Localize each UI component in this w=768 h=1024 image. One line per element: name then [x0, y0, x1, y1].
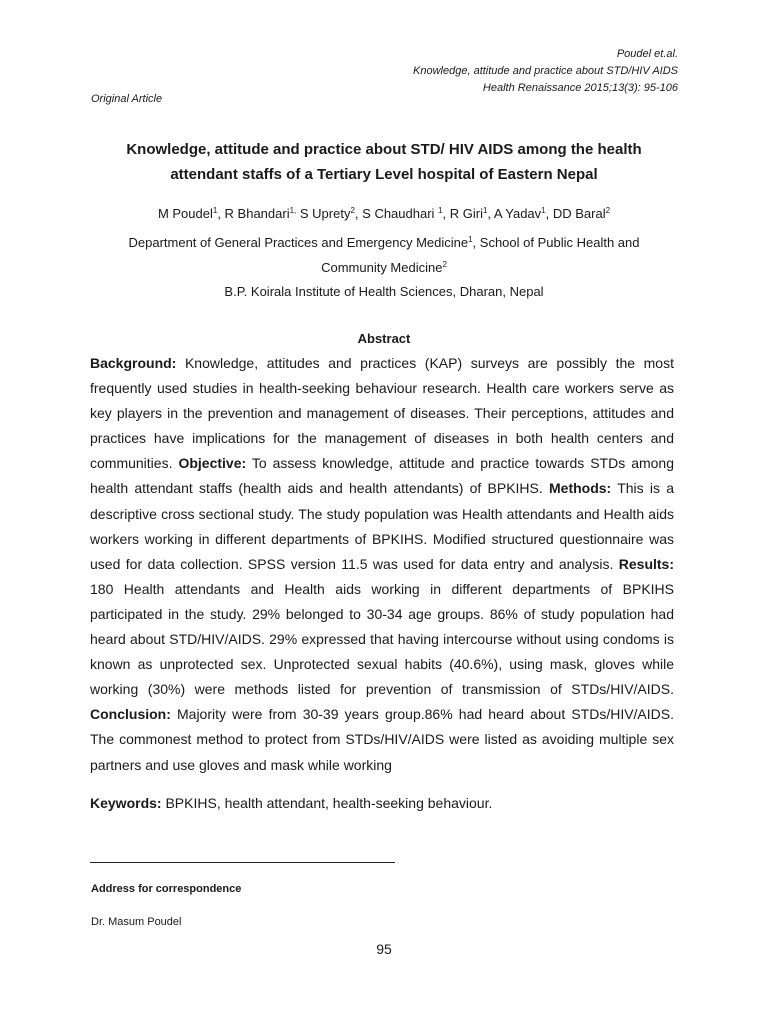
results-text: 180 Health attendants and Health aids working in different departments of BPKIHS participated in the study. 29% belonged to 30-34 age groups. 86% of study population had heard about STD/HIV/AIDS. 29% expressed that having intercourse without using condoms is known as unprotected sex. Unprotected sexual habits (40.6%), using mask, gloves while working (30%) were methods listed for prevention of transmission of STDs/HIV/AIDS. — [90, 580, 674, 698]
author: R Bhandari$^{1,}$ — [224, 206, 297, 221]
abstract-body — [90, 351, 674, 778]
author: S Chaudhari $^1$, — [362, 206, 450, 221]
keywords-label: Keywords: — [90, 795, 162, 811]
header-author: Poudel et.al. — [616, 48, 678, 60]
conclusion-text: Majority were from 30-39 years group.86% had heard about STDs/HIV/AIDS. The commonest method to protect from STDs/HIV/AIDS were listed as avoiding multiple sex partners and use gloves and mask while working — [90, 706, 674, 773]
header-short-title: Knowledge, attitude and practice about STD/HIV AIDS — [413, 65, 678, 77]
footnote-divider — [90, 862, 395, 863]
title-line-2: attendant staffs of a Tertiary Level hospital of Eastern Nepal — [170, 166, 598, 183]
author: S Uprety$^2$, — [299, 206, 363, 221]
running-header — [413, 46, 678, 97]
conclusion-label: Conclusion: — [90, 706, 171, 723]
author-list — [90, 204, 678, 224]
institute: B.P. Koirala Institute of Health Sciences, Dharan, Nepal — [224, 284, 544, 299]
paper-title — [90, 137, 678, 187]
objective-text: To assess knowledge, attitude and practice towards STDs among health attendant staffs (health aids and health attendants) of BPKIHS. — [90, 455, 674, 497]
author: R Giri$^1$, — [449, 206, 494, 221]
results-label: Results: — [618, 555, 674, 572]
objective-label: Objective: — [178, 455, 247, 472]
correspondent-name: Dr. Masum Poudel — [91, 916, 182, 928]
methods-label: Methods: — [549, 480, 612, 497]
keywords — [90, 793, 678, 813]
methods-text: This is a descriptive cross sectional study. The study population was Health attendants and Health aids workers working in different departments of BPKIHS. Modified structured questionnaire was used for data collection. SPSS version 11.5 was used for data entry and analysis. — [90, 480, 675, 572]
author: A Yadav$^1$, — [493, 206, 553, 221]
header-citation: Health Renaissance 2015;13(3): 95-106 — [482, 82, 678, 94]
title-line-1: Knowledge, attitude and practice about STD/ HIV AIDS among the health — [126, 141, 642, 158]
background-text: Knowledge, attitudes and practices (KAP) surveys are possibly the most frequently used studies in health-seeking behaviour research. Health care workers serve as key players in the prevention and management of diseases. Their perceptions, attitudes and practices have implications for the management of diseases in both health centers and communities. — [90, 355, 674, 472]
page-number: 95 — [376, 941, 392, 957]
correspondence-label: Address for correspondence — [91, 883, 242, 895]
author: DD Baral$^2$ — [552, 206, 611, 221]
keywords-text: BPKIHS, health attendant, health-seeking behaviour. — [161, 795, 493, 811]
affiliation: Department of General Practices and Emergency Medicine$^1$, School of Public Health and Community Medicine$^2$ — [128, 235, 640, 275]
abstract-heading: Abstract — [357, 331, 411, 346]
article-type: Original Article — [91, 93, 163, 105]
background-label: Background: — [90, 355, 177, 371]
author: M Poudel$^1$, — [157, 206, 225, 221]
